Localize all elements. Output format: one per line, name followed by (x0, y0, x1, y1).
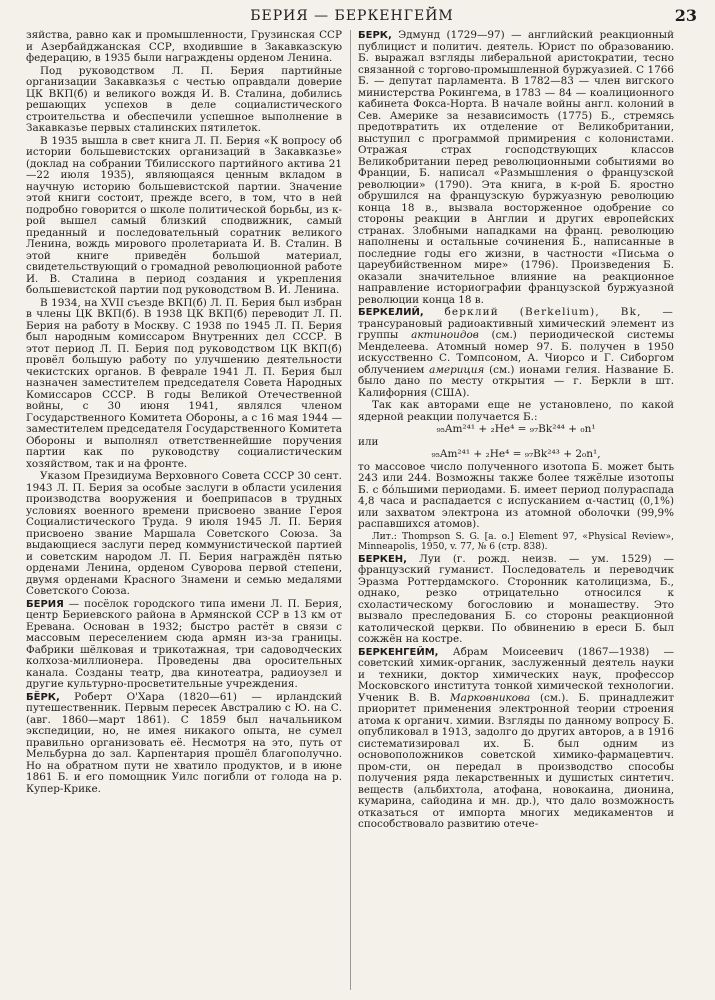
running-title: БЕРИЯ — БЕРКЕНГЕЙМ (250, 8, 454, 24)
headword: БЕРКЕНГЕЙМ, (358, 646, 439, 658)
entry-burke-edmund (358, 30, 674, 306)
headword: БЕРКЕН, (358, 553, 407, 565)
entry-text: — посёлок городского типа имени Л. П. Берия, центр Бериевского района в Армянской ССР в 13 км от Еревана. Основан в 1932; быстро растёт в связи с массовым переселением сюда армян из-за границы. Фабрики шёлковая и трикотажная, три садоводческих колхоза-миллионера. Проведены два оросительных канала. Созданы театр, два кинотеатра, радиоузел и другие культурно-просветительные учреждения. (26, 597, 342, 690)
literature-reference: Лит.: Thompson S. G. [a. o.] Element 97, «Physical Review», Minneapolis, 1950, v. 77, № 6 (стр. 838). (358, 530, 674, 553)
entry-text: Эдмунд (1729—97) — английский реакционный публицист и политич. деятель. Юрист по образованию. Б. выражал взгляды либеральной аристократии, тесно связанной с торгово-промышленной буржуазией. С 1766 Б. — депутат парламента. В 1782—83 — член вигского министерства Рокингема, в 1783 — 84 — коалиционного кабинета Фокса-Норта. В начале войны англ. колоний в Сев. Америке за независимость (1775) Б., стремясь предотвратить их отделение от Великобритании, выступил с программой примирения с колонистами. Отражая страх господствующих классов Великобритании перед революционными событиями во Франции, Б. написал «Размышления о французской революции» (1790). Эта книга, в к-рой Б. яростно обрушился на французскую буржуазную революцию конца 18 в., вызвала восторженное одобрение со стороны реакции в Англии и других европейских странах. Злобными нападками на франц. революцию наполнены и остальные сочинения Б., написанные в последние годы его жизни, в частности «Письма о цареубийственном мире» (1796). Произведения Б. оказали значительное влияние на реакционное направление историографии французской буржуазной революции конца 18 в. (358, 30, 674, 306)
entry-text: Абрам Моисеевич (1867—1938) — советский химик-органик, заслуженный деятель науки и техники, доктор химических наук, профессор Московского института тонкой химической технологии. Ученик В. В. (358, 645, 674, 704)
entry-text: Луи (г. рожд. неизв. — ум. 1529) — французский гуманист. Последователь и переводчик Эразма Роттердамского. Сторонник католицизма, Б., однако, резко отрицательно относился к схоластическому богословию и монашеству. Это вызвало преследования Б. со стороны реакционной католической церкви. По обвинению в ереси Б. был сожжён на костре. (358, 552, 674, 646)
entry-text: (см.) ионами гелия. Название Б. было дано по месту открытия — г. Беркли в шт. Калифорния (США). (358, 363, 674, 399)
paragraph: Под руководством Л. П. Берия партийные организации Закавказья с честью оправдали доверие ЦК ВКП(б) и великого вождя И. В. Сталина, добились решающих успехов в деле социалистического строительства и обеспечили успешное выполнение в Закавказье первых сталинских пятилеток. (26, 64, 342, 134)
entry-text: (см.). Б. принадлежит приоритет применения электронной теории строения атома к органич. химии. Взгляды по данному вопросу Б. опубликовал в 1913, задолго до других авторов, а в 1916 систематизировал их. Б. был одним из основоположников советской химико-фармацевтич. пром-сти, он передал в производство способы получения ряда лекарственных и душистых синтетич. веществ (альбихтола, атофана, новокаина, дионина, кумарина, сайодина и мн. др.), что дало возможность отказаться от импорта многих медикаментов и способствовало развитию отече- (358, 691, 674, 831)
entry-text: трансурановый радиоактивный химический элемент из группы (358, 317, 674, 341)
left-column (26, 30, 342, 992)
entry-berquin (358, 554, 674, 646)
nuclear-reaction-formula: ₉₅Am²⁴¹ + ₂He⁴ = ₉₇Bk²⁴⁴ + ₀n¹ (436, 423, 596, 435)
column-divider (350, 30, 351, 990)
paragraph: Так как авторами еще не установлено, по какой ядерной реакции получается Б.: (358, 399, 674, 423)
entry-text: Роберт О'Хара (1820—61) — ирландский путешественник. Первым пересек Австралию с Ю. на С. (авг. 1860—март 1861). С 1859 был начальником экспедиции, но, не имея никакого опыта, не сумел правильно организовать её. Несмотря на это, путь от Мельбурна до зал. Карпентария прошёл благополучно. Но на обратном пути не хватило продуктов, и в июне 1861 Б. и его помощник Уилс погибли от голода на р. Купер-Крике. (26, 690, 342, 795)
headword: БЁРК, (26, 691, 60, 703)
entry-burke-robert (26, 692, 342, 796)
headword: БЕРКЕЛИЙ, (358, 307, 424, 318)
paragraph: зяйства, равно как и промышленности, Грузинская ССР и Азербайджанская ССР, входившие в Закавказскую федерацию, в 1935 были награждены орденом Ленина. (26, 30, 342, 64)
paragraph: Указом Президиума Верховного Совета СССР 30 сент. 1943 Л. П. Берия за особые заслуги в области усиления производства вооружения и боеприпасов в трудных условиях военного времени присвоено звание Героя Социалистического Труда. 9 июля 1945 Л. П. Берия присвоено звание Маршала Советского Союза. За выдающиеся заслуги перед коммунистической партией и советским народом Л. П. Берия награждён пятью орденами Ленина, орденом Суворова первой степени, двумя орденами Красного Знамени и семью медалями Советского Союза. (26, 470, 342, 597)
paragraph: В 1934, на XVII съезде ВКП(б) Л. П. Берия был избран в члены ЦК ВКП(б). В 1938 ЦК ВКП(б) переводит Л. П. Берия на работу в Москву. С 1938 по 1945 Л. П. Берия был народным комиссаром Внутренних дел СССР. В этот период Л. П. Берия под руководством ЦК ВКП(б) провёл большую работу по улучшению деятельности чекистских органов. В феврале 1941 Л. П. Берия был назначен заместителем председателя Совета Народных Комиссаров СССР. В годы Великой Отечественной войны, с 30 июня 1941, являлся членом Государственного Комитета Обороны, а с 16 мая 1944 — заместителем председателя Государственного Комитета Обороны и выполнял ответственнейшие поручения партии как по руководству социалистическим хозяйством, так и на фронте. (26, 296, 342, 470)
paragraph: В 1935 вышла в свет книга Л. П. Берия «К вопросу об истории большевистских организаций в Закавказье» (доклад на собрании Тбилисского партийного актива 21—22 июля 1935), являющаяся ценным вкладом в научную историю большевистской партии. Значение этой книги состоит, прежде всего, в том, что в ней подробно говорится о школе политической борьбы, из к-рой вышел самый близкий сподвижник, самый преданный и последовательный соратник великого Ленина, вождь мирового пролетариата И. В. Сталин. В этой книге приведён большой материал, свидетельствующий о громадной революционной работе И. В. Сталина в период создания и укрепления большевистской партии под руководством В. И. Ленина. (26, 134, 342, 296)
entry-berkengeim (358, 647, 674, 831)
headword: БЕРИЯ (26, 598, 64, 610)
nuclear-reaction-formula: ₉₅Am²⁴¹ + ₂He⁴ = ₉₇Bk²⁴³ + 2₀n¹, (431, 448, 601, 460)
cross-reference: актиноидов (411, 329, 479, 341)
entry-text: (см.) периодической системы Менделеева. Атомный номер 97. Б. получен в 1950 искусственно С. Томпсоном, А. Чиорсо и Г. Сиборгом облучением (358, 329, 674, 376)
conjunction: или (358, 435, 379, 448)
cross-reference: америция (429, 363, 485, 376)
right-column (358, 30, 674, 992)
page-number: 23 (674, 6, 697, 25)
alt-name: берклий (Berkelium), Bk, — (423, 306, 674, 318)
entry-berkelium (358, 307, 674, 399)
paragraph: то массовое число полученного изотопа Б. может быть 243 или 244. Возможны также более тяжёлые изотопы Б. с бо́льшими периодами. Б. имеет период полураспада 4,8 часа и распадается с испусканием α-частиц (0,1%) или захватом электрона из атомной оболочки (99,9% распавшихся атомов). (358, 460, 674, 530)
entry-beriya-settlement (26, 599, 342, 691)
cross-reference: Марковникова (449, 691, 531, 704)
headword: БЁРК, (358, 30, 392, 41)
